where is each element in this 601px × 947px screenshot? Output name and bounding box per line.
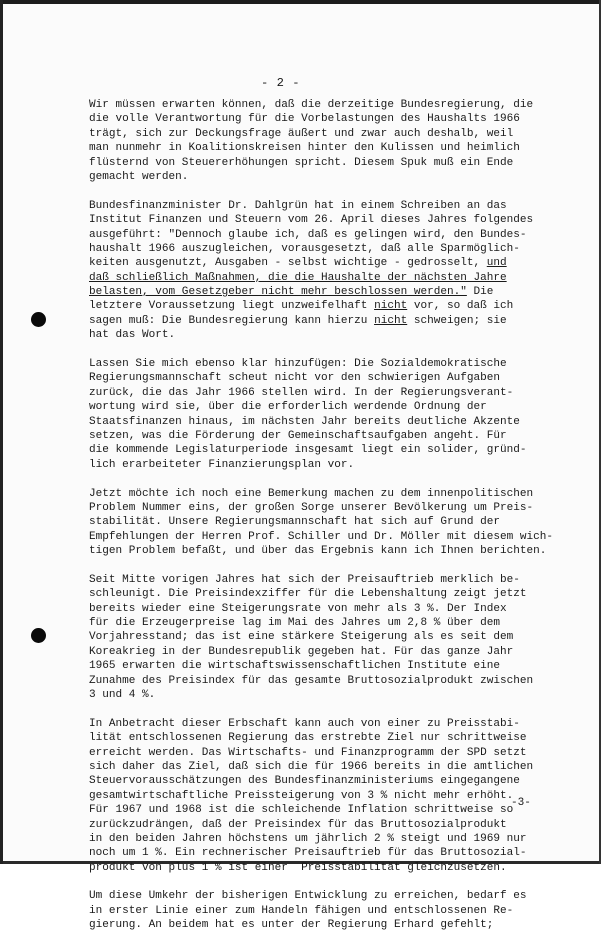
- text-line: haushalt 1966 auszugleichen, vorausgesetzt, daß alle Sparmöglich-: [89, 242, 520, 255]
- text-line: Steuervorausschätzungen des Bundesfinanzministeriums eingegangene: [89, 775, 520, 788]
- text-line: gesamtwirtschaftliche Preissteigerung von 3 % nicht mehr erhöht.: [89, 789, 514, 802]
- text-line: erreicht werden. Das Wirtschafts- und Finanzprogramm der SPD setzt: [89, 746, 527, 759]
- text-line: für die Erzeugerpreise lag im Mai des Jahres um 2,8 % über dem: [89, 617, 501, 630]
- text-line: bereits wieder eine Steigerungsrate von mehr als 3 %. Der Index: [89, 602, 507, 615]
- paragraph-7: [89, 889, 569, 932]
- text-line: sich daher das Ziel, daß sich die für 1966 bereits in die amtlichen: [89, 760, 534, 773]
- text-line: tigen Problem befaßt, und über das Ergebnis kann ich Ihnen berichten.: [89, 545, 547, 558]
- text-line: Lassen Sie mich ebenso klar hinzufügen: Die Sozialdemokratische: [89, 358, 507, 371]
- paragraph-4: [89, 487, 569, 559]
- text-line: [89, 314, 569, 328]
- underlined-text: belasten, vom Gesetzgeber nicht mehr beschlossen werden.": [89, 286, 467, 299]
- text-line: Institut Finanzen und Steuern vom 26. April dieses Jahres folgendes: [89, 214, 534, 227]
- paragraph-2: [89, 199, 569, 343]
- text-line: in erster Linie einer zum Handeln fähigen und entschlossenen Re-: [89, 904, 514, 917]
- text-line: In Anbetracht dieser Erbschaft kann auch von einer zu Preisstabi-: [89, 717, 520, 730]
- punch-hole-upper: [31, 312, 46, 327]
- text-line: schleunigt. Die Preisindexziffer für die Lebenshaltung zeigt jetzt: [89, 588, 527, 601]
- text-segment: Die: [466, 286, 494, 299]
- body-text: [89, 98, 569, 947]
- text-line: Seit Mitte vorigen Jahres hat sich der Preisauftrieb merklich be-: [89, 573, 520, 586]
- text-line: stabilität. Unsere Regierungsmannschaft hat sich auf Grund der: [89, 516, 501, 529]
- text-line: 1965 erwarten die wirtschaftswissenschaftlichen Institute eine: [89, 660, 501, 673]
- text-line: ausgeführt: "Dennoch glaube ich, daß es gelingen wird, den Bundes-: [89, 228, 527, 241]
- text-line: man nunmehr in Koalitionskreisen hinter den Kulissen und heimlich: [89, 142, 520, 155]
- text-segment: schweigen; sie: [407, 314, 507, 327]
- text-line: trägt, sich zur Deckungsfrage äußert und zwar auch deshalb, weil: [89, 127, 514, 140]
- text-line: [89, 256, 569, 270]
- text-line: [89, 271, 569, 285]
- text-line: gierung. An beidem hat es unter der Regierung Erhard gefehlt;: [89, 919, 494, 932]
- text-line: 3 und 4 %.: [89, 689, 156, 702]
- text-segment: sagen muß: Die Bundesregierung kann hierzu: [89, 314, 375, 327]
- text-line: die volle Verantwortung für die Vorbelastungen des Haushalts 1966: [89, 113, 520, 126]
- text-line: Für 1967 und 1968 ist die schleichende Inflation schrittweise so: [89, 804, 514, 817]
- text-line: Regierungsmannschaft scheut nicht vor den schwierigen Aufgaben: [89, 372, 501, 385]
- continuation-marker: -3-: [511, 797, 531, 809]
- scan-edge-top: [3, 0, 599, 4]
- text-line: Vorjahresstand; das ist eine stärkere Steigerung als es seit dem: [89, 631, 514, 644]
- text-line: [89, 299, 569, 313]
- paragraph-6: [89, 717, 569, 875]
- text-line: in den beiden Jahren höchstens um jährlich 2 % steigt und 1969 nur: [89, 832, 527, 845]
- text-line: Um diese Umkehr der bisherigen Entwicklung zu erreichen, bedarf es: [89, 890, 527, 903]
- text-line: Bundesfinanzminister Dr. Dahlgrün hat in einem Schreiben an das: [89, 199, 507, 212]
- text-line: Empfehlungen der Herren Prof. Schiller und Dr. Möller mit diesem wich-: [89, 530, 554, 543]
- text-line: zurückzudrängen, daß der Preisindex für das Bruttosozialprodukt: [89, 818, 507, 831]
- text-line: zurück, die das Jahr 1966 stellen wird. In der Regierungsverant-: [89, 386, 514, 399]
- text-line: die kommende Legislaturperiode insgesamt liegt ein solider, gründ-: [89, 444, 527, 457]
- underlined-text: daß schließlich Maßnahmen, die die Haushalte der nächsten Jahre: [89, 271, 507, 284]
- text-line: gemacht werden.: [89, 170, 189, 183]
- text-line: [89, 285, 569, 299]
- paragraph-1: [89, 98, 569, 184]
- text-line: lität entschlossenen Regierung das erstrebte Ziel nur schrittweise: [89, 732, 527, 745]
- text-line: Koreakrieg in der Bundesrepublik gegeben hat. Für das ganze Jahr: [89, 645, 514, 658]
- punch-hole-lower: [31, 628, 46, 643]
- paragraph-5: [89, 573, 569, 703]
- text-line: Staatsfinanzen hinaus, im nächsten Jahr bereits deutliche Akzente: [89, 415, 520, 428]
- text-line: flüsternd von Steuererhöhungen spricht. Diesem Spuk muß ein Ende: [89, 156, 514, 169]
- text-line: Wir müssen erwarten können, daß die derzeitige Bundesregierung, die: [89, 99, 534, 111]
- text-line: produkt von plus 1 % ist einer Preisstabilität gleichzusetzen.: [89, 861, 507, 874]
- text-segment: keiten ausgenutzt, Ausgaben - selbst wichtige - gedrosselt,: [89, 257, 487, 270]
- text-segment: letztere Voraussetzung liegt unzweifelhaft: [89, 300, 375, 313]
- paragraph-3: [89, 357, 569, 472]
- underlined-text: nicht: [374, 314, 408, 327]
- underlined-text: und: [486, 257, 507, 270]
- text-line: wortung wird sie, über die erforderlich werdende Ordnung der: [89, 401, 487, 414]
- text-line: Problem Nummer eins, der großen Sorge unserer Bevölkerung um Preis-: [89, 501, 534, 514]
- text-line: hat das Wort.: [89, 329, 176, 342]
- page-number: - 2 -: [261, 76, 301, 90]
- underlined-text: nicht: [374, 300, 408, 313]
- text-line: lich erarbeiteter Finanzierungsplan vor.: [89, 458, 355, 471]
- text-line: Zunahme des Preisindex für das gesamte Bruttosozialprodukt zwischen: [89, 674, 534, 687]
- text-line: Jetzt möchte ich noch eine Bemerkung machen zu dem innenpolitischen: [89, 487, 534, 500]
- text-segment: vor, so daß ich: [407, 300, 514, 313]
- text-line: noch um 1 %. Ein rechnerischer Preisauftrieb für das Bruttosozial-: [89, 847, 527, 860]
- text-line: setzen, was die Förderung der Gemeinschaftsaufgaben angeht. Für: [89, 429, 507, 442]
